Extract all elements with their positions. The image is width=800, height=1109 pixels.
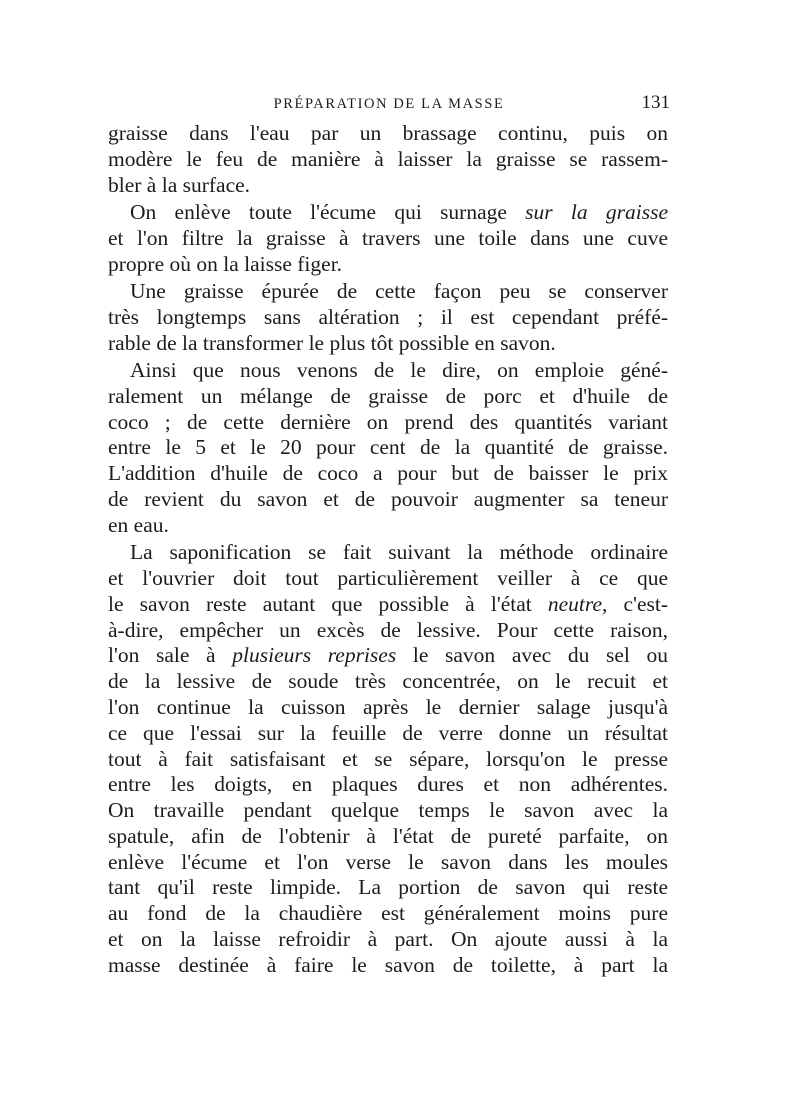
italic-text: neutre	[547, 591, 603, 616]
text-segment: On enlève toute l'écume qui surnage	[130, 199, 526, 224]
paragraph-1	[108, 121, 668, 198]
text-line: propre où on la laisse figer.	[108, 251, 343, 276]
text-line	[108, 200, 668, 226]
text-line	[108, 592, 668, 618]
paragraph-5	[108, 540, 668, 979]
text-line: tant qu'il reste limpide. La portion de savon qui reste	[108, 875, 668, 900]
text-line: Une graisse épurée de cette façon peu se conserver	[130, 278, 668, 303]
running-title: PRÉPARATION DE LA MASSE	[273, 96, 505, 112]
text-line: rable de la transformer le plus tôt possible en savon.	[108, 330, 556, 355]
text-line	[108, 643, 668, 669]
text-line: et on la laisse refroidir à part. On ajoute aussi à la	[108, 927, 668, 952]
text-line: entre les doigts, en plaques dures et non adhérentes.	[108, 772, 668, 797]
text-line: et l'on filtre la graisse à travers une toile dans une cuve	[108, 225, 668, 250]
text-line: ralement un mélange de graisse de porc et d'huile de	[108, 383, 668, 408]
text-segment: le savon avec du sel ou	[396, 643, 668, 668]
text-line: tout à fait satisfaisant et se sépare, lorsqu'on le presse	[108, 746, 668, 771]
text-line: en eau.	[108, 512, 169, 537]
text-segment: , c'est-	[602, 591, 668, 616]
text-line: de revient du savon et de pouvoir augmenter sa teneur	[108, 486, 668, 511]
text-line: l'on continue la cuisson après le dernier salage jusqu'à	[108, 694, 668, 719]
text-line: masse destinée à faire le savon de toilette, à part la	[108, 952, 668, 977]
italic-text: sur la graisse	[525, 199, 668, 224]
text-line: enlève l'écume et l'on verse le savon dans les moules	[108, 849, 668, 874]
text-segment: le savon reste autant que possible à l'état	[108, 591, 548, 616]
text-line: à-dire, empêcher un excès de lessive. Pour cette raison,	[108, 617, 668, 642]
page-number: 131	[641, 92, 670, 113]
text-line: au fond de la chaudière est généralement moins pure	[108, 901, 668, 926]
text-line: coco ; de cette dernière on prend des quantités variant	[108, 409, 668, 434]
body-text	[108, 121, 668, 980]
paragraph-4	[108, 358, 668, 539]
text-line: graisse dans l'eau par un brassage continu, puis on	[108, 121, 668, 145]
text-line: L'addition d'huile de coco a pour but de baisser le prix	[108, 461, 668, 486]
text-segment: l'on sale à	[108, 643, 233, 668]
text-line: entre le 5 et le 20 pour cent de la quantité de graisse.	[108, 435, 668, 460]
text-line: de la lessive de soude très concentrée, on le recuit et	[108, 669, 668, 694]
text-line: ce que l'essai sur la feuille de verre donne un résultat	[108, 720, 668, 745]
text-line: spatule, afin de l'obtenir à l'état de pureté parfaite, on	[108, 823, 668, 848]
running-head	[108, 92, 670, 116]
text-line: Ainsi que nous venons de le dire, on emploie géné-	[130, 357, 668, 382]
text-line: et l'ouvrier doit tout particulièrement veiller à ce que	[108, 565, 668, 590]
paragraph-3	[108, 279, 668, 356]
text-line: bler à la surface.	[108, 172, 251, 197]
text-line: La saponification se fait suivant la méthode ordinaire	[130, 540, 668, 565]
text-line: modère le feu de manière à laisser la graisse se rassem-	[108, 146, 668, 171]
text-line: très longtemps sans altération ; il est cependant préfé-	[108, 304, 668, 329]
text-line: On travaille pendant quelque temps le savon avec la	[108, 798, 668, 823]
italic-text: plusieurs reprises	[232, 643, 397, 668]
paragraph-2	[108, 200, 668, 277]
